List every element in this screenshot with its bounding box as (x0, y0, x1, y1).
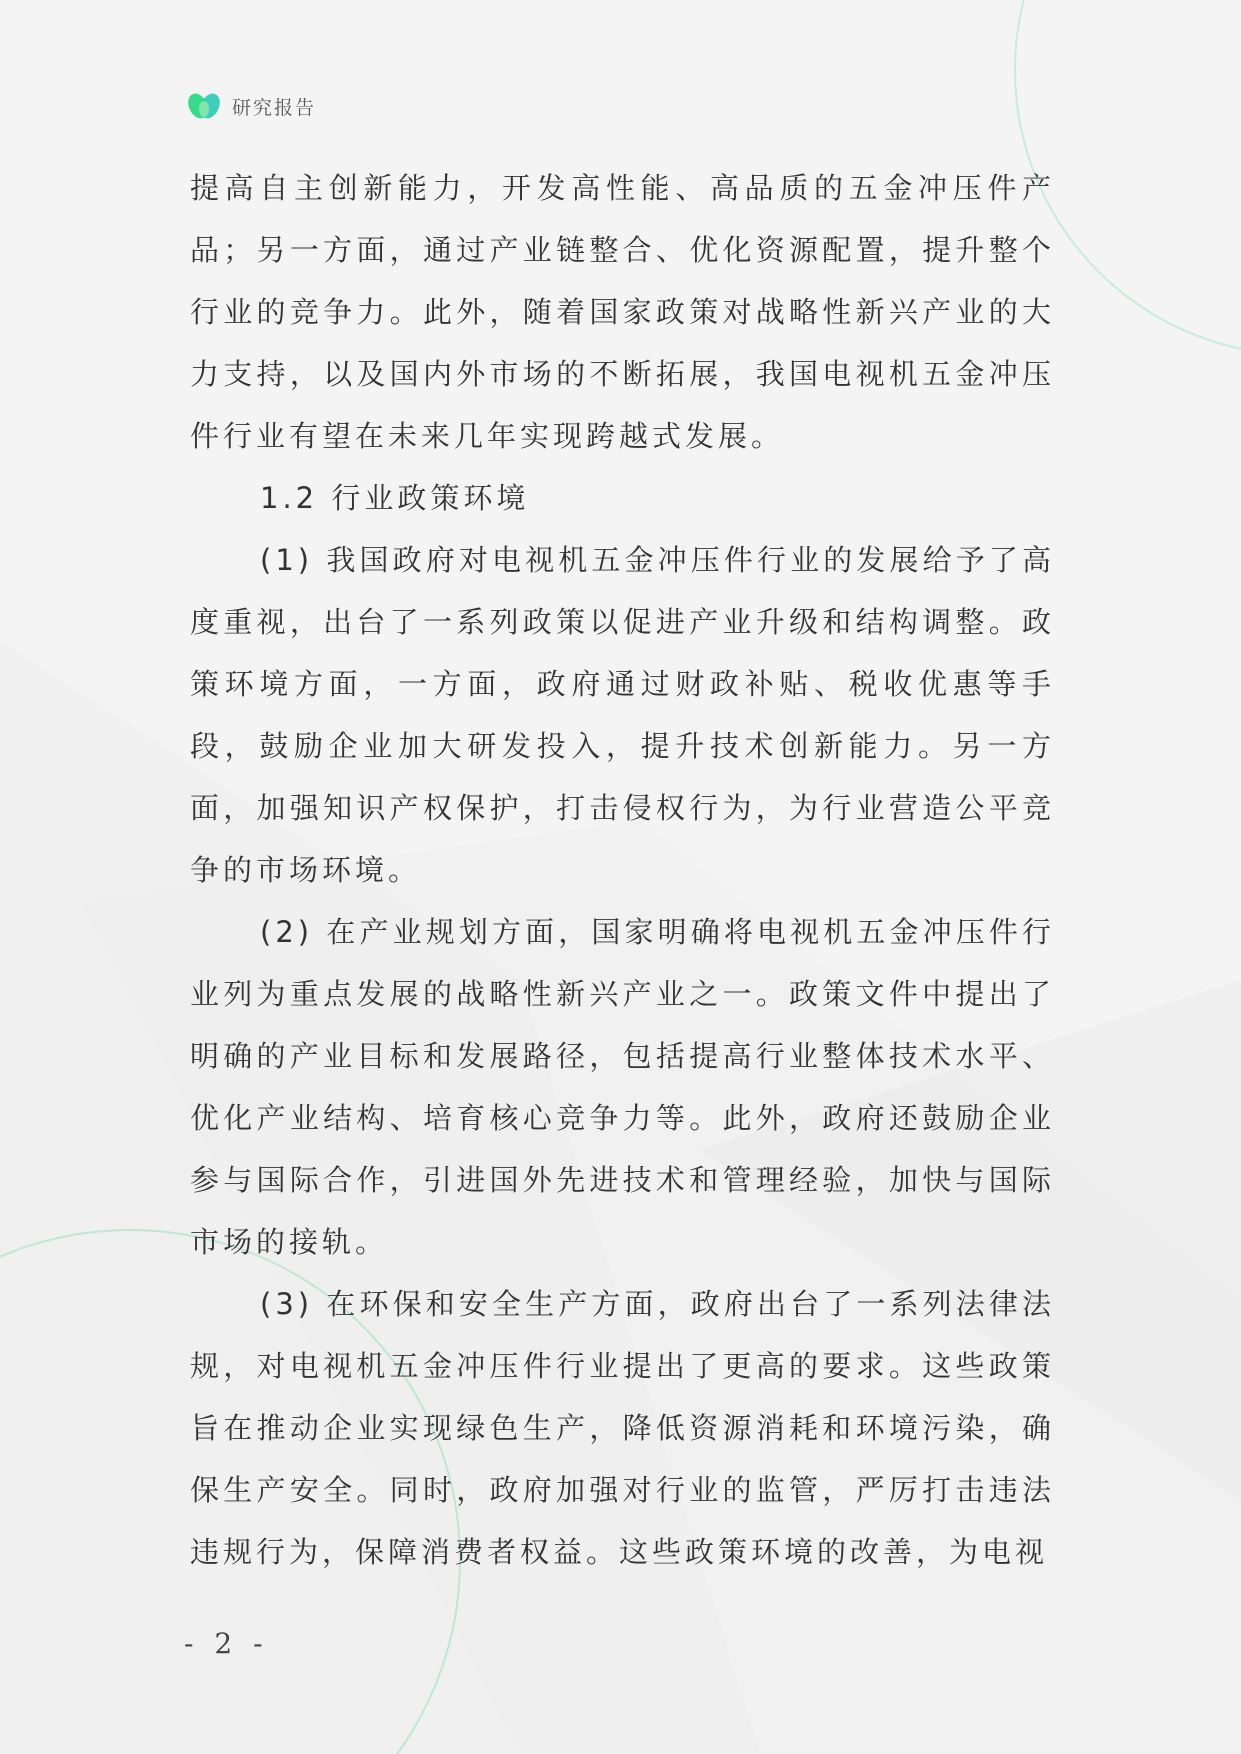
report-header (186, 86, 316, 126)
header-title: 研究报告 (232, 96, 317, 119)
paragraph-policy-3: (3) 在环保和安全生产方面，政府出台了一系列法律法规，对电视机五金冲压件行业提出了更高的要求。这些政策旨在推动企业实现绿色生产，降低资源消耗和环境污染，确保生产安全。同时，政府加强对行业的监管，严厉打击违法违规行为，保障消费者权益。这些政策环境的改善，为电视 (190, 1287, 1055, 1569)
page-number: - 2 - (184, 1627, 269, 1660)
paragraph-policy-2: (2) 在产业规划方面，国家明确将电视机五金冲压件行业列为重点发展的战略性新兴产业之一。政策文件中提出了明确的产业目标和发展路径，包括提高行业整体技术水平、优化产业结构、培育核心竞争力等。此外，政府还鼓励企业参与国际合作，引进国外先进技术和管理经验，加快与国际市场的接轨。 (190, 915, 1055, 1259)
paragraph-continuation: 提高自主创新能力，开发高性能、高品质的五金冲压件产品；另一方面，通过产业链整合、优化资源配置，提升整个行业的竞争力。此外，随着国家政策对战略性新兴产业的大力支持，以及国内外市场的不断拓展，我国电视机五金冲压件行业有望在未来几年实现跨越式发展。 (190, 171, 1055, 453)
section-heading: 1.2 行业政策环境 (260, 481, 530, 515)
document-body (190, 157, 1055, 1583)
green-leaf-logo-icon (186, 89, 222, 123)
paragraph-policy-1: (1) 我国政府对电视机五金冲压件行业的发展给予了高度重视，出台了一系列政策以促进产业升级和结构调整。政策环境方面，一方面，政府通过财政补贴、税收优惠等手段，鼓励企业加大研发投入，提升技术创新能力。另一方面，加强知识产权保护，打击侵权行为，为行业营造公平竞争的市场环境。 (190, 543, 1055, 887)
